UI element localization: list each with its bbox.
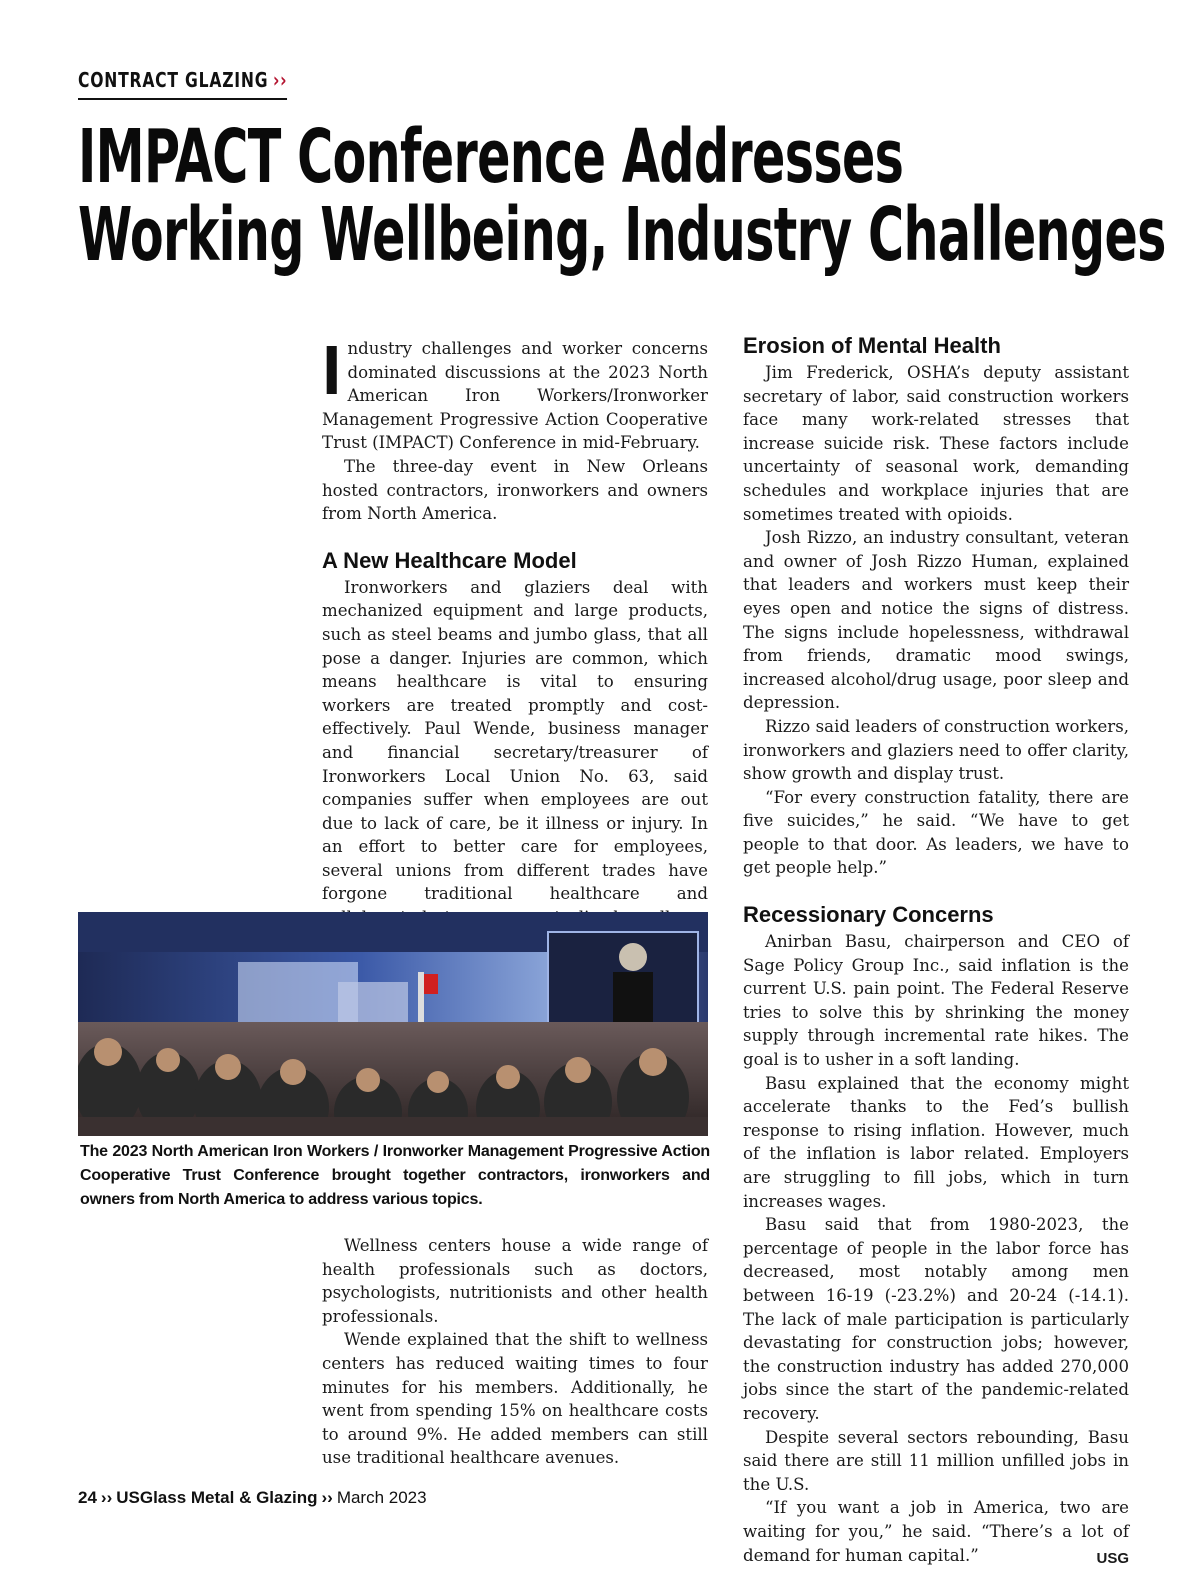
page-footer — [78, 1488, 427, 1508]
paragraph: The three-day event in New Orleans hosted contractors, ironworkers and owners from North America. — [322, 455, 708, 526]
final-paragraph — [743, 1496, 1129, 1567]
publication-name: USGlass Metal & Glazing — [116, 1488, 317, 1507]
page-number: 24 — [78, 1488, 97, 1507]
paragraph: Basu explained that the economy might accelerate thanks to the Fed’s bullish response to rising inflation. However, much of the inflation is labor related. Employers are struggling to fill jobs, which in turn increases wages. — [743, 1072, 1129, 1214]
intro-text: ndustry challenges and worker concerns dominated discussions at the 2023 North American Iron Workers/Ironworker Management Progressive Action Cooperative Trust (IMPACT) Conference in mid-February. — [322, 339, 708, 452]
column-1-bottom — [322, 1234, 708, 1470]
intro-paragraph — [322, 337, 708, 455]
subhead-recession: Recessionary Concerns — [743, 902, 1129, 928]
subhead-mental-health: Erosion of Mental Health — [743, 333, 1129, 359]
conference-photo-image — [78, 912, 708, 1136]
headline-line-2: Working Wellbeing, Industry Challenges — [78, 192, 1166, 278]
headline-line-1: IMPACT Conference Addresses — [78, 114, 903, 200]
conference-photo — [78, 912, 708, 1136]
footer-chevron: ›› — [321, 1488, 332, 1507]
issue-date: March 2023 — [337, 1488, 427, 1507]
paragraph: Ironworkers and glaziers deal with mechanized equipment and large products, such as steel beams and jumbo glass, that all pose a danger. Injuries are common, which means healthcare is vital to ensuring workers are treated promptly and cost-effectively. Paul Wende, business manager and financial secretary/treasurer of Ironworkers Local Union No. 63, said companies suffer when employees are out due to lack of care, be it illness or injury. In an effort to better care for employees, several unions from different trades have forgone traditional healthcare and — [322, 576, 708, 954]
end-mark: USG — [1074, 1547, 1129, 1570]
column-1-top — [322, 337, 708, 953]
paragraph: Anirban Basu, chairperson and CEO of Sage Policy Group Inc., said inflation is the current U.S. pain point. The Federal Reserve tries to solve this by shrinking the money supply through incremental rate hikes. The goal is to usher in a soft landing. — [743, 930, 1129, 1072]
section-chevron: ›› — [273, 68, 287, 92]
subhead-healthcare: A New Healthcare Model — [322, 548, 708, 574]
paragraph: Basu said that from 1980-2023, the percentage of people in the labor force has decreased, most notably among men between 16-19 (-23.2%) and 20-24 (-14.1). The lack of male participation is particularly devastating for construction jobs; however, the construction industry has added 270,000 jobs since the start of the pandemic-related recovery. — [743, 1213, 1129, 1425]
paragraph: Wellness centers house a wide range of health professionals such as doctors, psychologists, nutritionists and other health professionals. — [322, 1234, 708, 1328]
final-quote: “If you want a job in America, two are waiting for you,” he said. “There’s a lot of demand for human capital.” — [743, 1498, 1129, 1564]
headline — [78, 118, 1166, 274]
column-2 — [743, 333, 1129, 1570]
paragraph: Rizzo said leaders of construction workers, ironworkers and glaziers need to offer clarity, show growth and display trust. — [743, 715, 1129, 786]
paragraph: Jim Frederick, OSHA’s deputy assistant secretary of labor, said construction workers face many work-related stresses that increase suicide risk. These factors include uncertainty of seasonal work, demanding schedules and workplace injuries that are sometimes treated with opioids. — [743, 361, 1129, 526]
paragraph: Wende explained that the shift to wellness centers has reduced waiting times to four minutes for his members. Additionally, he went from spending 15% on healthcare costs to around 9%. He added members can still use traditional healthcare avenues. — [322, 1328, 708, 1470]
paragraph: Josh Rizzo, an industry consultant, veteran and owner of Josh Rizzo Human, explained that leaders and workers must keep their eyes open and notice the signs of distress. The signs include hopelessness, withdrawal from friends, dramatic mood swings, increased alcohol/drug usage, poor sleep and depression. — [743, 526, 1129, 715]
paragraph: Despite several sectors rebounding, Basu said there are still 11 million unfilled jobs in the U.S. — [743, 1426, 1129, 1497]
drop-cap: I — [322, 341, 341, 399]
paragraph: “For every construction fatality, there are five suicides,” he said. “We have to get people to that door. As leaders, we have to get people help.” — [743, 786, 1129, 880]
section-label — [78, 68, 287, 100]
footer-chevron: ›› — [101, 1488, 112, 1507]
photo-caption: The 2023 North American Iron Workers / Ironworker Management Progressive Action Cooperative Trust Conference brought together contractors, ironworkers and owners from North America to address various topics. — [80, 1140, 710, 1212]
section-label-text: CONTRACT GLAZING — [78, 68, 268, 92]
